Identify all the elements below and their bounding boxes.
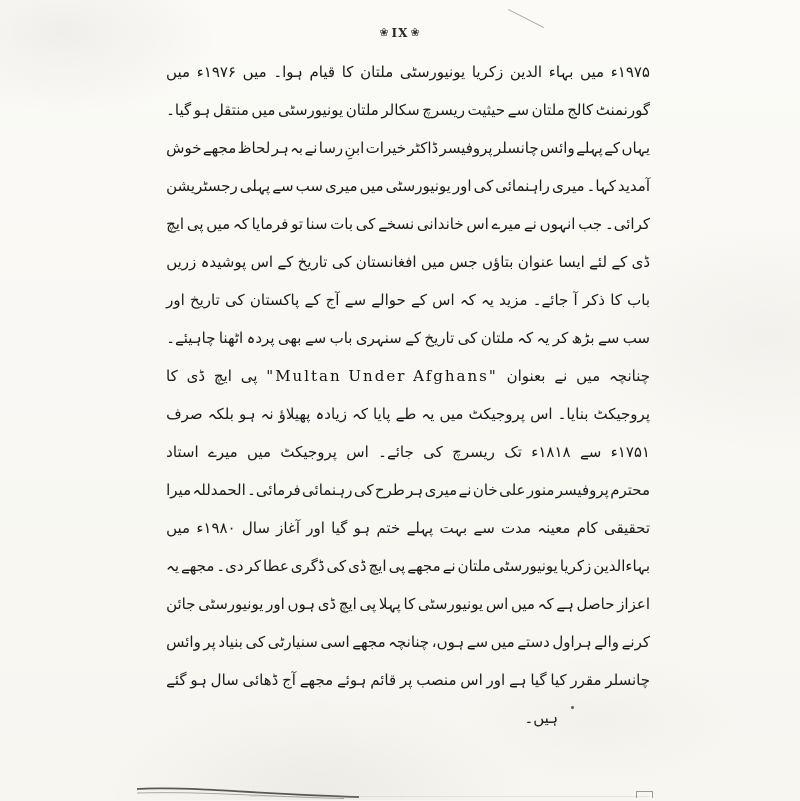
word: سب	[622, 329, 650, 347]
word: آج	[282, 671, 296, 689]
word: یونیورسٹی	[198, 595, 264, 613]
text-line	[166, 205, 650, 243]
word: ایچ	[213, 367, 232, 385]
word: تاریخ	[189, 291, 220, 309]
word: ایچ	[368, 557, 387, 575]
word: ہوں	[287, 595, 315, 613]
word: جب	[578, 215, 603, 233]
word: اس	[460, 671, 483, 689]
word: مدت	[501, 519, 532, 537]
word: تک	[504, 443, 522, 461]
page-number: IX	[391, 26, 409, 40]
word: دستے	[517, 633, 550, 651]
word: ایچ	[338, 595, 357, 613]
word: ڈاکٹر	[407, 139, 439, 157]
word: حاصل	[576, 595, 615, 613]
word: آغاز	[276, 519, 300, 537]
word: یہاں	[621, 139, 650, 157]
word: اور	[306, 519, 325, 537]
word: دی۔	[216, 557, 244, 575]
word: بات	[330, 215, 354, 233]
text-line	[166, 53, 650, 91]
word: ہے	[556, 595, 574, 613]
word: خیرات	[365, 139, 407, 157]
word: بنیاد	[218, 633, 243, 651]
word: اور	[266, 595, 285, 613]
text-line	[166, 699, 650, 737]
word: بلکہ	[207, 405, 234, 423]
word: چانسلر	[493, 139, 539, 157]
word: بڑھ	[571, 329, 595, 347]
word: کے	[411, 291, 427, 309]
word: محترم	[610, 481, 650, 499]
word: پی	[359, 595, 377, 613]
word: زیادہ	[315, 405, 347, 423]
word: کی	[326, 557, 347, 575]
word: ایسا	[558, 253, 585, 271]
word: کی	[353, 481, 374, 499]
word: پھیلاؤ	[278, 405, 311, 423]
word: کرنے	[621, 633, 650, 651]
word: نہ	[260, 405, 274, 423]
word: ۱۹۸۰ء	[196, 519, 236, 537]
word: سے	[304, 329, 327, 347]
text-line	[166, 243, 650, 281]
word: ریسرچ	[452, 443, 495, 461]
word: پہلی	[239, 177, 271, 195]
word: پہلا	[378, 595, 401, 613]
word: سے	[507, 101, 530, 119]
word: پروجیکٹ	[593, 405, 650, 423]
word: کہ	[517, 329, 534, 347]
word: رہنمائی	[302, 481, 353, 499]
word: کے	[611, 253, 628, 271]
word: ملتان	[345, 101, 379, 119]
word: معینہ	[537, 519, 571, 537]
scan-edge-curve	[134, 785, 364, 801]
floral-ornament-icon: ❀	[410, 26, 421, 39]
word: منتقل	[212, 101, 249, 119]
word: باب	[329, 329, 353, 347]
word: اس	[530, 405, 553, 423]
text-line	[166, 471, 650, 509]
word: ہو	[193, 101, 211, 119]
word: بعنوان	[506, 367, 546, 385]
word: سے	[473, 519, 495, 537]
word: رسا	[318, 139, 344, 157]
word: جائے۔	[378, 443, 414, 461]
word: میری	[325, 177, 358, 195]
word: اس	[485, 595, 509, 613]
word: ہراول	[552, 633, 592, 651]
word: چنانچہ	[388, 633, 430, 651]
word: کام	[576, 519, 598, 537]
word: پروجیکٹ	[280, 443, 337, 461]
word: پروفیسر	[555, 481, 609, 499]
word: یونیورسٹی	[417, 595, 484, 613]
word: پروفیسر	[439, 139, 493, 157]
word: ہو	[239, 405, 256, 423]
word: حیثیت	[467, 101, 506, 119]
word: ختم	[376, 519, 401, 537]
word: اس	[250, 253, 274, 271]
text-line	[166, 167, 650, 205]
word: پایا	[373, 405, 391, 423]
word: افغانستان	[355, 253, 417, 271]
word: کا	[166, 367, 178, 385]
word: میں	[580, 63, 605, 81]
word: عطا	[262, 557, 289, 575]
word: اعزاز	[617, 595, 650, 613]
word: ذکر	[582, 291, 605, 309]
word: انہوں	[539, 215, 576, 233]
word: نے	[304, 139, 318, 157]
word: یہ	[421, 405, 435, 423]
word: مجھے	[202, 139, 237, 157]
word: تحقیقی	[603, 519, 650, 537]
word: پروجیکٹ	[468, 405, 525, 423]
word: پہلے	[406, 519, 434, 537]
word: میں	[510, 595, 535, 613]
word: اور	[486, 671, 506, 689]
word: استاد	[166, 443, 199, 461]
word: لئے	[589, 253, 608, 271]
word: کے	[304, 291, 321, 309]
word: بھی	[277, 329, 302, 347]
word: پی	[240, 367, 258, 385]
word: کی	[245, 633, 266, 651]
word: نسخے	[378, 215, 415, 233]
word: سے	[579, 443, 602, 461]
word: کالج	[567, 101, 594, 119]
word: زکریا	[559, 557, 592, 575]
word: یہ	[480, 291, 494, 309]
word: کی	[473, 177, 494, 195]
word: ہر	[406, 481, 424, 499]
word: عنوان	[517, 253, 555, 271]
word: جائن	[166, 595, 196, 613]
word: ہے	[508, 671, 527, 689]
word: نے	[442, 557, 456, 575]
text-line	[166, 623, 650, 661]
word: بہاءالدین	[593, 557, 650, 575]
word: آ	[573, 291, 578, 309]
word: مقرر	[570, 671, 602, 689]
word: نے	[458, 481, 472, 499]
word: علی	[499, 481, 526, 499]
word: گورنمنٹ	[595, 101, 650, 119]
word: والے	[594, 633, 620, 651]
word: کے	[277, 253, 294, 271]
word: ملتان	[480, 329, 514, 347]
word: اسی	[320, 633, 350, 651]
word: میری	[424, 481, 458, 499]
word: سنہری	[355, 329, 402, 347]
word: کی	[331, 253, 352, 271]
word: میں	[242, 63, 267, 81]
word: پی	[186, 215, 204, 233]
word: لحاظ	[237, 139, 271, 157]
word: گیا	[530, 671, 547, 689]
word: زریں	[166, 253, 197, 271]
word: ہیں۔	[524, 709, 558, 727]
word: ہوا۔	[273, 63, 303, 81]
word: ۱۷۵۱ء	[610, 443, 650, 461]
word: ملتان	[531, 101, 565, 119]
word: ڈگری	[290, 557, 325, 575]
word: سنا	[305, 215, 328, 233]
word: کی	[457, 329, 478, 347]
word: میں	[490, 633, 515, 651]
word: فرمایا	[251, 215, 289, 233]
word: سنیارٹی	[267, 633, 318, 651]
word: یونیورسٹی	[385, 177, 451, 195]
word: وائس	[166, 633, 201, 651]
text-line	[166, 281, 650, 319]
page-header	[0, 26, 800, 40]
word: نے	[523, 215, 537, 233]
word: مجھے	[407, 557, 441, 575]
word: پہلے	[576, 139, 603, 157]
word: تاریخ	[424, 329, 455, 347]
word: کہ	[537, 595, 554, 613]
word: میرا	[166, 481, 192, 499]
word: میں	[166, 519, 191, 537]
word: کا	[341, 63, 354, 81]
word: ملتان	[457, 557, 491, 575]
word: ۱۸۱۸ء	[531, 443, 571, 461]
text-line	[166, 129, 650, 167]
word: میرے	[208, 443, 238, 461]
word: سکالر	[381, 101, 420, 119]
word: سے	[466, 633, 489, 651]
word: ابنِ	[344, 139, 365, 157]
word: ۱۹۷۵ء	[610, 63, 650, 81]
word: کر	[245, 557, 261, 575]
word: اس	[432, 291, 455, 309]
word: پردہ	[246, 329, 275, 347]
word: میں	[359, 177, 384, 195]
word: پاکستان	[249, 291, 300, 309]
word: کہ	[232, 215, 249, 233]
word: ہر	[271, 139, 289, 157]
text-line	[166, 395, 650, 433]
word: سال	[210, 671, 239, 689]
word: الدین	[509, 63, 543, 81]
text-line	[166, 91, 650, 129]
word: کے	[604, 139, 621, 157]
text-line	[166, 509, 650, 547]
ink-speck	[571, 706, 574, 709]
word: ڈھائی	[242, 671, 279, 689]
word: کی	[423, 443, 443, 461]
word: اس	[466, 215, 489, 233]
word: گیا	[331, 519, 348, 537]
word: تاریخ	[297, 253, 328, 271]
word: مجھے	[352, 633, 386, 651]
word: فرمائی۔	[247, 481, 301, 499]
word: کا	[403, 595, 416, 613]
word: کی	[225, 291, 245, 309]
word: یونیورسٹی	[399, 63, 466, 81]
word: میں	[439, 405, 464, 423]
word: میں	[420, 253, 445, 271]
word: زکریا	[471, 63, 504, 81]
word: اور	[166, 291, 185, 309]
text-line	[166, 357, 650, 395]
word: پی	[388, 557, 406, 575]
word: خان	[472, 481, 498, 499]
word: خوش	[166, 139, 202, 157]
word: یہ	[536, 329, 550, 347]
word: پوشیدہ	[200, 253, 247, 271]
word: خاندانی	[416, 215, 464, 233]
word: جس	[449, 253, 478, 271]
word: چانسلر	[605, 671, 650, 689]
word: قائم	[370, 671, 397, 689]
word: سال	[241, 519, 270, 537]
text-line	[166, 547, 650, 585]
word: میرے	[491, 215, 522, 233]
word: اس	[346, 443, 369, 461]
word: قیام	[309, 63, 336, 81]
word: سے	[272, 177, 294, 195]
word: ڈی	[348, 557, 367, 575]
text-line	[166, 585, 650, 623]
word: چنانچہ	[608, 367, 650, 385]
word: میری	[551, 177, 585, 195]
word: کہا۔	[586, 177, 616, 195]
word: طے	[395, 405, 417, 423]
word: میں	[206, 215, 231, 233]
word: ہو	[353, 519, 371, 537]
word: آج	[325, 291, 340, 309]
word: بہ	[290, 139, 304, 157]
word: کہ	[352, 405, 368, 423]
word: سے	[597, 329, 620, 347]
word: سے	[344, 291, 367, 309]
word: سب	[295, 177, 323, 195]
word: جائے۔	[532, 291, 569, 309]
word: چاہیئے۔	[166, 329, 216, 347]
word: منور	[526, 481, 555, 499]
word: رجسٹریشن	[166, 177, 238, 195]
word: حوالے	[371, 291, 406, 309]
word: کیا	[550, 671, 567, 689]
word: اٹھنا	[218, 329, 244, 347]
word: راہنمائی	[495, 177, 550, 195]
word: ہوئے	[336, 671, 367, 689]
word: اور	[452, 177, 472, 195]
text-line	[166, 661, 650, 699]
word: یونیورسٹی	[277, 101, 344, 119]
word: تو	[291, 215, 304, 233]
word: کرائی۔	[604, 215, 650, 233]
word: نے	[554, 367, 568, 385]
word: میں	[251, 101, 276, 119]
word: ملتان	[360, 63, 394, 81]
word: آمدید	[617, 177, 650, 195]
word: بتاؤں	[481, 253, 514, 271]
word: ہو	[190, 671, 207, 689]
word: میں	[576, 367, 601, 385]
word: گیا۔	[166, 101, 192, 119]
word: ڈی	[186, 367, 205, 385]
word: طرح	[374, 481, 405, 499]
word: ایچ	[166, 215, 185, 233]
word: کر	[552, 329, 569, 347]
word: پر	[399, 671, 413, 689]
word: ریسرچ	[422, 101, 465, 119]
page-text	[166, 53, 650, 737]
text-line	[166, 433, 650, 471]
word: الحمدللہ	[192, 481, 246, 499]
scan-edge-shadow	[250, 796, 650, 797]
word: مجھے	[299, 671, 334, 689]
word: پر	[203, 633, 216, 651]
floral-ornament-icon: ❀	[379, 26, 390, 39]
word: گئے	[166, 671, 187, 689]
word: کی	[355, 215, 376, 233]
text-line	[166, 319, 650, 357]
word: یہ	[166, 557, 179, 575]
word: صرف	[166, 405, 203, 423]
word: میں	[247, 443, 272, 461]
word: ڈی	[631, 253, 650, 271]
word: بہت	[439, 519, 468, 537]
word: ۱۹۷۶ء	[196, 63, 236, 81]
word: ڈی	[317, 595, 337, 613]
word: کا	[610, 291, 622, 309]
word: مجھے	[180, 557, 215, 575]
word: یونیورسٹی	[492, 557, 558, 575]
word: کے	[405, 329, 422, 347]
english-title: "Multan Under Afghans"	[266, 367, 498, 385]
word: مزید	[499, 291, 528, 309]
word: منصب	[416, 671, 457, 689]
word: کہ	[459, 291, 476, 309]
word: باب	[627, 291, 650, 309]
scan-corner-mark	[636, 791, 653, 798]
word: بہاء	[548, 63, 574, 81]
word: وائس	[539, 139, 575, 157]
word: بنایا۔	[557, 405, 589, 423]
word: میں	[166, 63, 191, 81]
word: ہوں،	[431, 633, 465, 651]
